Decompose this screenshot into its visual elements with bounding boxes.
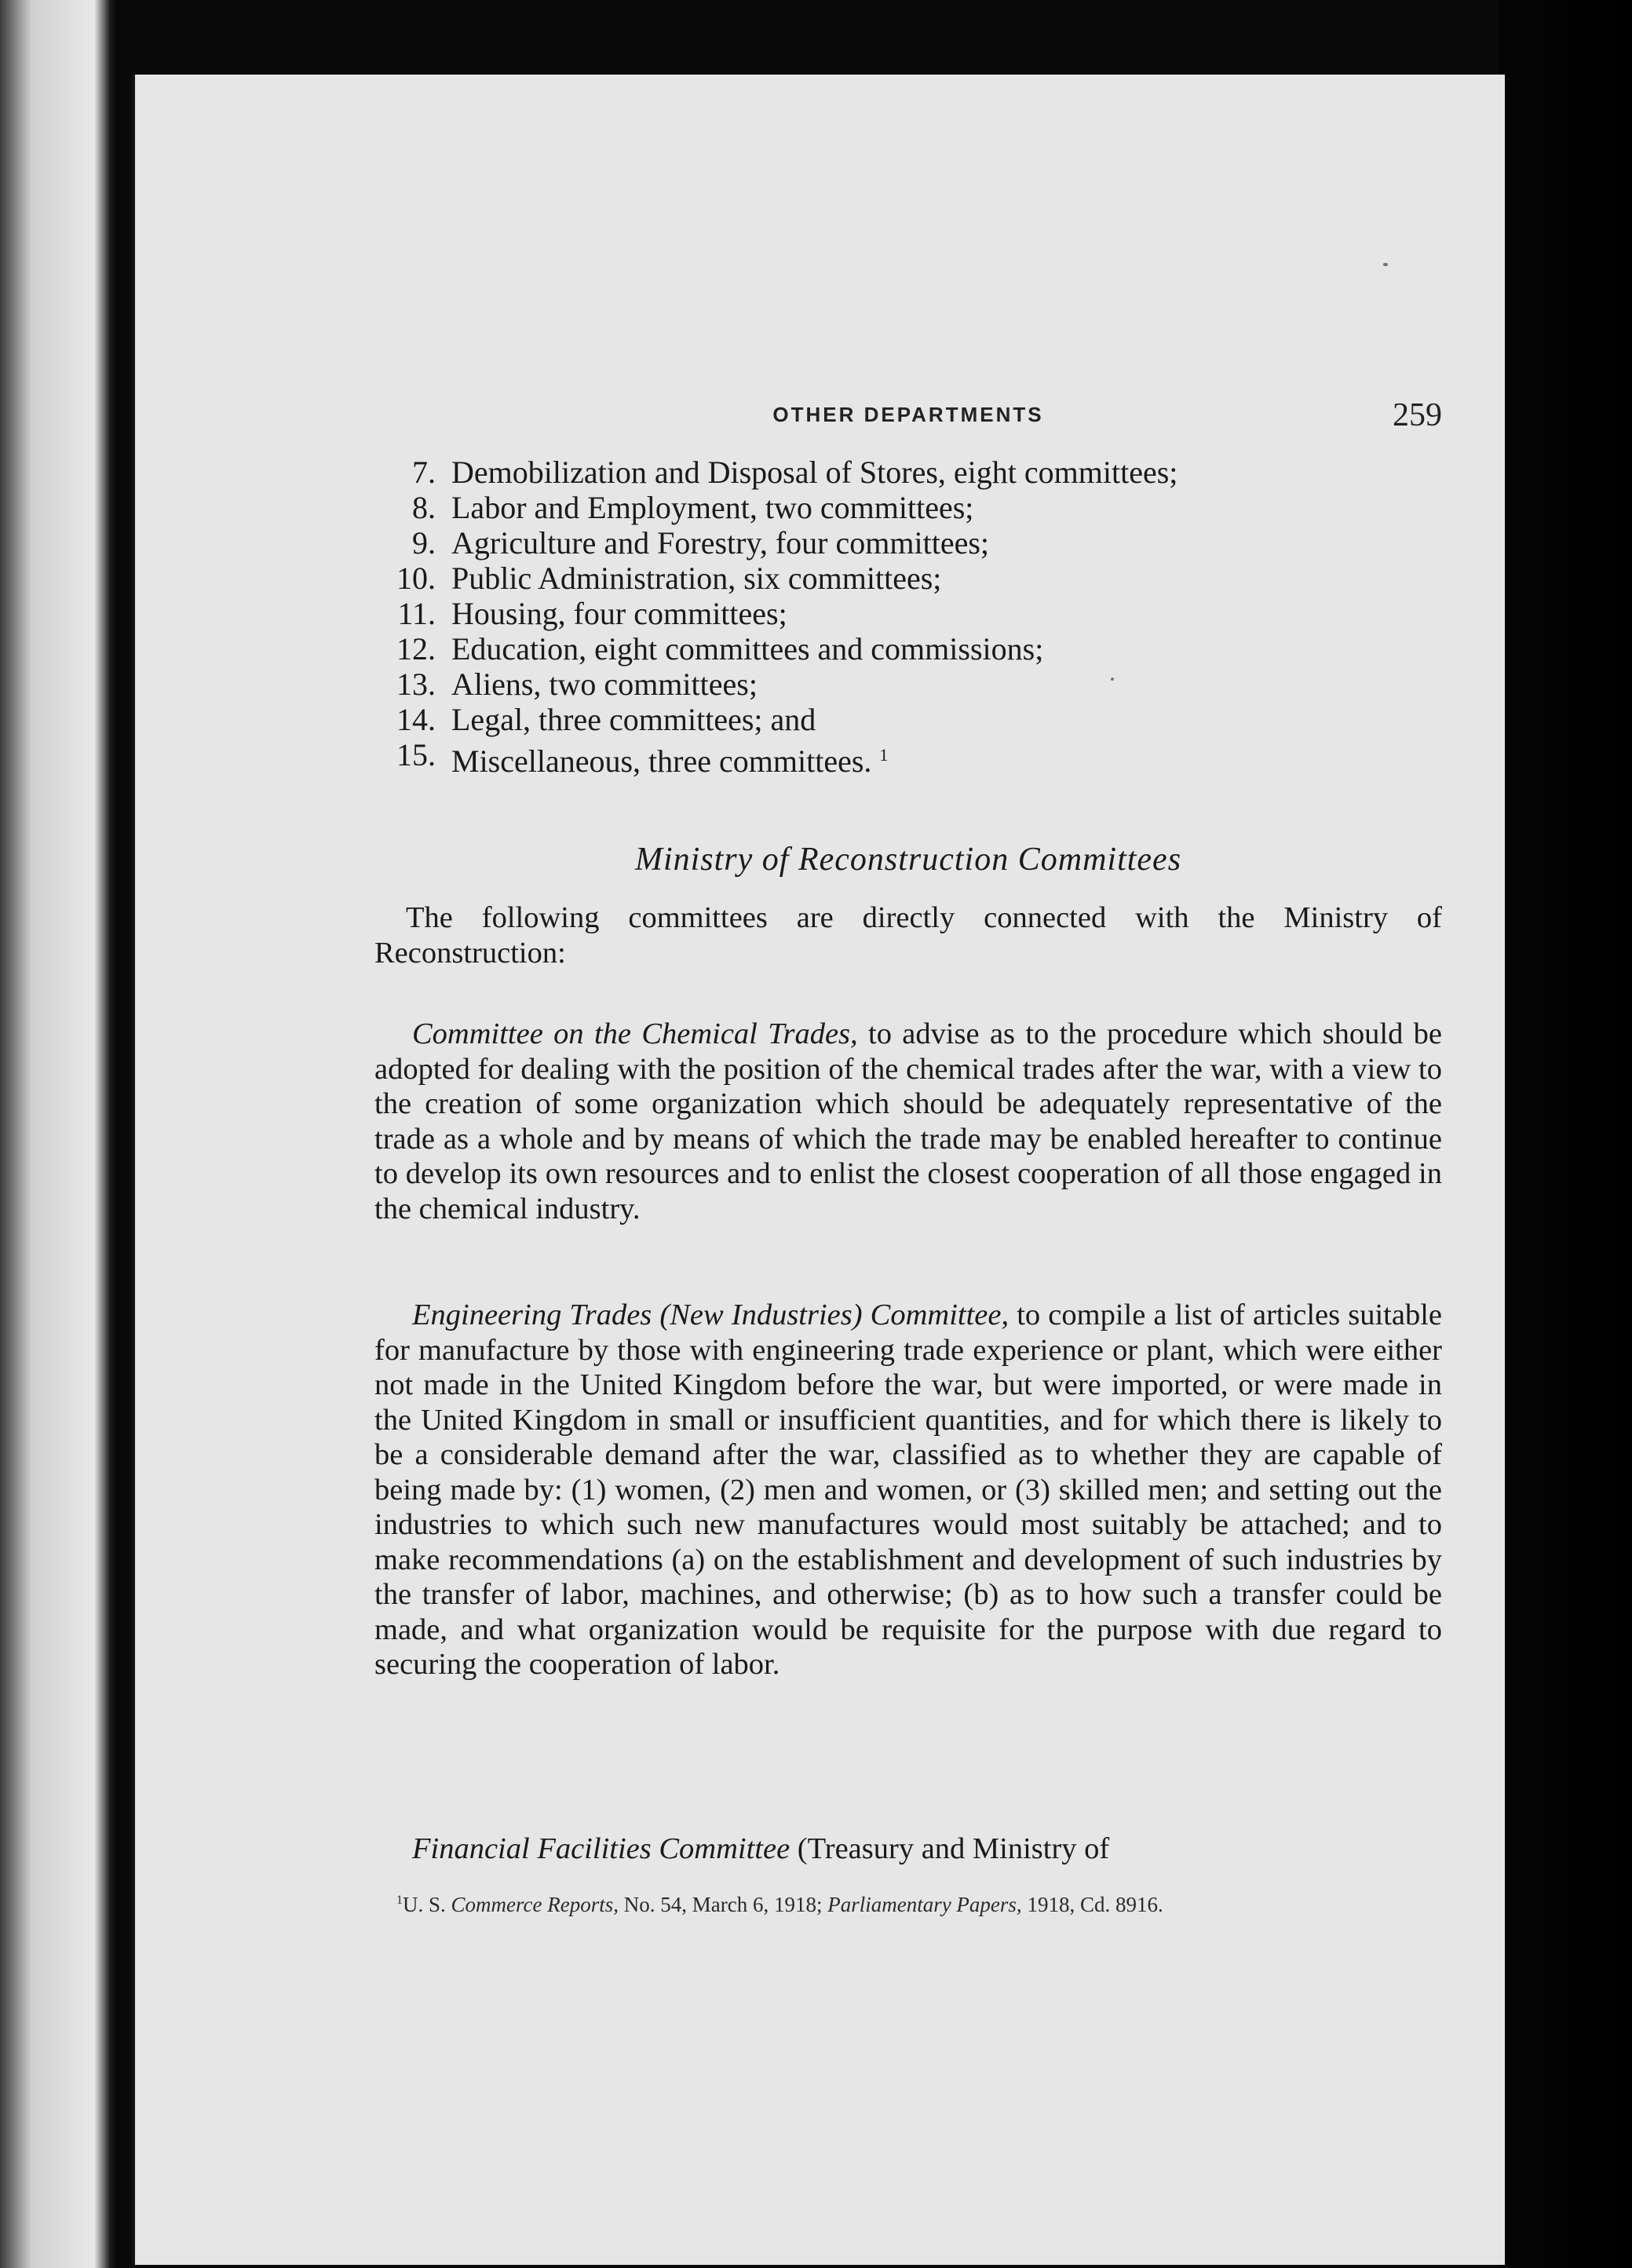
page-number: 259 — [1393, 397, 1442, 433]
list-item — [374, 596, 1442, 631]
list-item — [374, 631, 1442, 667]
list-item-text: Demobilization and Disposal of Stores, eight committees; — [451, 455, 1178, 490]
paragraph-financial-facilities — [374, 1832, 1442, 1867]
list-item-number: 13. — [396, 667, 436, 702]
list-item-text: Public Administration, six committees; — [451, 561, 942, 596]
book-page — [132, 75, 1505, 2265]
paragraph-lead: Engineering Trades (New Industries) Committee, — [412, 1298, 1010, 1331]
section-heading: Ministry of Reconstruction Committees — [634, 842, 1182, 878]
list-item-number: 14. — [396, 702, 436, 737]
paragraph-lead: Committee on the Chemical Trades, — [412, 1017, 858, 1050]
footnote-text: 1918, Cd. 8916. — [1021, 1893, 1163, 1916]
footnote — [374, 1888, 1442, 1917]
list-item-text: Education, eight committees and commissions; — [451, 631, 1044, 667]
scan-right-shadow — [1499, 0, 1632, 2268]
list-item-text: Miscellaneous, three committees. — [451, 743, 872, 779]
scan-left-edge — [0, 0, 118, 2268]
footnote-marker: 1 — [396, 1894, 403, 1907]
list-item-number: 9. — [412, 525, 436, 561]
running-head-title: OTHER DEPARTMENTS — [772, 403, 1044, 426]
running-head — [374, 397, 1442, 434]
list-item — [374, 525, 1442, 561]
list-item — [374, 561, 1442, 596]
footnote-source: Commerce Reports, — [451, 1893, 619, 1916]
paragraph-body: to compile a list of articles suitable for manufacture by those with engineering trade experience or plant, which were either not made in the United Kingdom before the war, but were imported, or were made in the United Kingdom in small or insufficient quantities, and for which there is likely to be a considerable demand after the war, classified as to whether they are capable of being made by: (1) women, (2) men and women, or (3) skilled men; and setting out the industries to which such new manufactures would most suitably be attached; and to make recommendations (a) on the establishment and development of such industries by the transfer of labor, machines, and otherwise; (b) as to how such a transfer could be made, and what organization would be requisite for the purpose with due regard to securing the cooperation of labor. — [374, 1298, 1442, 1681]
paragraph-engineering-trades — [374, 1298, 1442, 1682]
footnote-text: U. S. — [403, 1893, 451, 1916]
paragraph-body: (Treasury and Ministry of — [790, 1832, 1110, 1865]
list-item — [374, 667, 1442, 702]
list-item-number: 8. — [412, 490, 436, 525]
list-item-number: 11. — [397, 596, 436, 631]
paragraph-body: to advise as to the procedure which should be adopted for dealing with the position of the chemical trades after the war, with a view to the creation of some organization which should be adequately representative of the trade as a whole and by means of which the trade may be enabled hereafter to continue to develop its own resources and to enlist the closest cooperation of all those engaged in the chemical industry. — [374, 1017, 1442, 1225]
footnote-source: Parliamentary Papers, — [827, 1893, 1022, 1916]
list-item-text: Agriculture and Forestry, four committees; — [451, 525, 989, 561]
footnote-text: No. 54, March 6, 1918; — [618, 1893, 828, 1916]
list-item — [374, 737, 1442, 779]
paragraph-chemical-trades — [374, 1017, 1442, 1226]
paragraph-lead: Financial Facilities Committee — [412, 1832, 790, 1865]
list-item-number: 7. — [412, 455, 436, 490]
footnote-reference: 1 — [879, 745, 889, 765]
list-item — [374, 702, 1442, 737]
list-item-text: Legal, three committees; and — [451, 702, 816, 737]
list-item-number: 10. — [396, 561, 436, 596]
committee-list — [374, 455, 1442, 779]
list-item — [374, 490, 1442, 525]
list-item-text: Aliens, two committees; — [451, 667, 758, 702]
list-item — [374, 455, 1442, 490]
intro-paragraph: The following committees are directly connected with the Ministry of Reconstruction: — [374, 901, 1442, 970]
list-item-text: Labor and Employment, two committees; — [451, 490, 974, 525]
list-item-number: 15. — [396, 737, 436, 772]
list-item-text: Housing, four committees; — [451, 596, 787, 631]
list-item-number: 12. — [396, 631, 436, 667]
scan-speck — [1383, 263, 1388, 266]
